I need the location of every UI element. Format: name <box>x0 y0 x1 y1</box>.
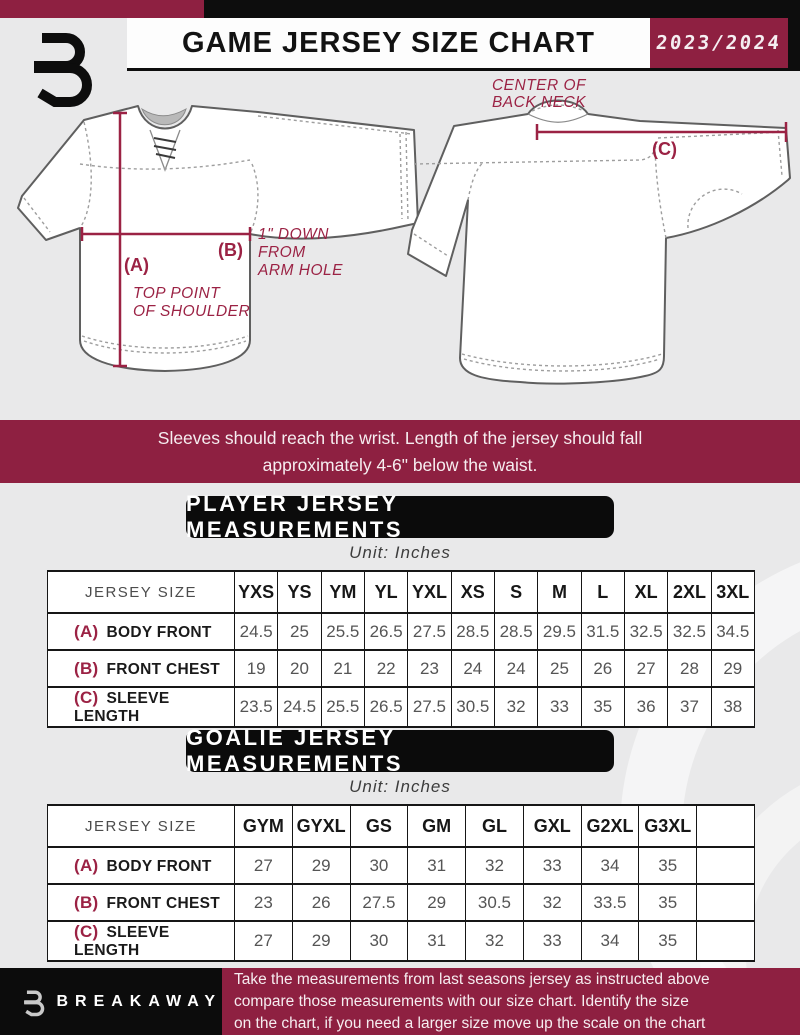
season-label: 2023/2024 <box>655 32 783 54</box>
value-cell: 28.5 <box>494 613 537 650</box>
size-header-cell: YXS <box>235 571 278 613</box>
label-a: (A) <box>124 255 149 275</box>
value-cell: 31 <box>408 921 466 961</box>
breakaway-logo-footer-icon <box>20 979 48 1025</box>
footer-brand-name: BREAKAWAY <box>56 992 222 1010</box>
size-header-cell: S <box>494 571 537 613</box>
note-b-line3: ARM HOLE <box>258 262 343 279</box>
size-header-cell: GYM <box>235 805 293 847</box>
value-cell: 30 <box>350 921 408 961</box>
value-cell: 34.5 <box>711 613 754 650</box>
value-cell: 31 <box>408 847 466 884</box>
header-maroon-strip <box>0 0 204 18</box>
player-unit-label: Unit: Inches <box>349 543 451 562</box>
player-measurements-table <box>47 570 755 728</box>
value-cell: 32.5 <box>668 613 711 650</box>
value-cell: 27.5 <box>408 687 451 727</box>
value-cell: 26.5 <box>364 613 407 650</box>
value-cell <box>697 847 755 884</box>
page-title: GAME JERSEY SIZE CHART <box>181 26 596 59</box>
value-cell: 25.5 <box>321 687 364 727</box>
value-cell: 25.5 <box>321 613 364 650</box>
value-cell: 22 <box>364 650 407 687</box>
value-cell: 34 <box>581 847 639 884</box>
value-cell: 23 <box>408 650 451 687</box>
size-header-cell: GXL <box>523 805 581 847</box>
footer-note-line1: Take the measurements from last seasons jersey as instructed above <box>234 970 710 988</box>
value-cell: 26 <box>581 650 624 687</box>
player-section-title: PLAYER JERSEY MEASUREMENTS <box>186 491 404 542</box>
value-cell: 28 <box>668 650 711 687</box>
label-c: (C) <box>652 139 677 159</box>
value-cell: 35 <box>581 687 624 727</box>
value-cell: 33 <box>538 687 581 727</box>
row-label: (A) BODY FRONT <box>48 847 235 884</box>
value-cell: 27.5 <box>408 613 451 650</box>
player-section-banner <box>186 491 614 542</box>
note-c-line2: BACK NECK <box>491 94 587 111</box>
jersey-diagrams <box>0 68 800 418</box>
table-row <box>48 613 755 650</box>
value-cell: 29 <box>292 847 350 884</box>
size-header-cell: G2XL <box>581 805 639 847</box>
goalie-section-banner <box>186 725 614 776</box>
goalie-measurements-table <box>47 804 755 962</box>
note-a-line2: OF SHOULDER <box>133 303 251 320</box>
value-cell: 24 <box>451 650 494 687</box>
value-cell: 33 <box>523 921 581 961</box>
value-cell <box>697 884 755 921</box>
footer-brand-block <box>0 968 222 1035</box>
value-cell: 25 <box>278 613 321 650</box>
size-header-cell <box>697 805 755 847</box>
size-column-label: JERSEY SIZE <box>48 571 235 613</box>
value-cell: 29.5 <box>538 613 581 650</box>
value-cell: 29 <box>711 650 754 687</box>
value-cell: 27 <box>624 650 667 687</box>
value-cell: 28.5 <box>451 613 494 650</box>
row-label: (B) FRONT CHEST <box>48 650 235 687</box>
value-cell: 35 <box>639 847 697 884</box>
value-cell: 34 <box>581 921 639 961</box>
value-cell: 33 <box>523 847 581 884</box>
footer-instructions <box>222 969 794 1035</box>
table-row <box>48 687 755 727</box>
size-column-label: JERSEY SIZE <box>48 805 235 847</box>
footer-note-line2: compare those measurements with our size chart. Identify the size <box>234 992 689 1010</box>
value-cell: 25 <box>538 650 581 687</box>
goalie-unit-label: Unit: Inches <box>349 777 451 796</box>
value-cell: 35 <box>639 921 697 961</box>
value-cell: 27.5 <box>350 884 408 921</box>
value-cell: 30 <box>350 847 408 884</box>
goalie-section-title: GOALIE JERSEY MEASUREMENTS <box>186 725 404 776</box>
table-row <box>48 884 755 921</box>
fit-notice-line1: Sleeves should reach the wrist. Length of the jersey should fall <box>157 428 643 449</box>
note-c-line1: CENTER OF <box>491 77 587 94</box>
size-header-cell: YM <box>321 571 364 613</box>
size-header-cell: XL <box>624 571 667 613</box>
size-header-cell: GM <box>408 805 466 847</box>
size-header-cell: GS <box>350 805 408 847</box>
value-cell: 32 <box>466 921 524 961</box>
table-row <box>48 650 755 687</box>
note-b-line1: 1" DOWN <box>258 226 330 243</box>
value-cell: 26 <box>292 884 350 921</box>
size-header-cell: 2XL <box>668 571 711 613</box>
row-label: (C) SLEEVE LENGTH <box>48 921 235 961</box>
value-cell: 38 <box>711 687 754 727</box>
size-header-cell: YXL <box>408 571 451 613</box>
front-jersey-drawing <box>18 106 418 371</box>
value-cell: 29 <box>408 884 466 921</box>
size-header-cell: G3XL <box>639 805 697 847</box>
value-cell: 31.5 <box>581 613 624 650</box>
size-header-cell: YL <box>364 571 407 613</box>
value-cell: 30.5 <box>466 884 524 921</box>
note-b-line2: FROM <box>258 244 306 261</box>
value-cell: 32 <box>466 847 524 884</box>
size-header-cell: M <box>538 571 581 613</box>
row-label: (C) SLEEVE LENGTH <box>48 687 235 727</box>
row-label: (A) BODY FRONT <box>48 613 235 650</box>
back-jersey-drawing <box>408 77 790 384</box>
label-b: (B) <box>218 240 243 260</box>
value-cell: 27 <box>235 921 293 961</box>
note-a-line1: TOP POINT <box>133 285 221 302</box>
size-header-cell: YS <box>278 571 321 613</box>
value-cell: 36 <box>624 687 667 727</box>
value-cell: 37 <box>668 687 711 727</box>
value-cell: 27 <box>235 847 293 884</box>
size-header-cell: GL <box>466 805 524 847</box>
value-cell: 23.5 <box>235 687 278 727</box>
footer-instructions-block <box>222 968 800 1035</box>
value-cell: 24.5 <box>278 687 321 727</box>
value-cell: 19 <box>235 650 278 687</box>
value-cell: 29 <box>292 921 350 961</box>
value-cell: 32 <box>523 884 581 921</box>
footer-note-line3: on the chart, if you need a larger size move up the scale on the chart <box>234 1014 706 1032</box>
size-header-cell: GYXL <box>292 805 350 847</box>
table-row <box>48 921 755 961</box>
value-cell: 20 <box>278 650 321 687</box>
fit-notice-line2: approximately 4-6" below the waist. <box>262 454 538 475</box>
value-cell: 21 <box>321 650 364 687</box>
value-cell: 32.5 <box>624 613 667 650</box>
value-cell: 32 <box>494 687 537 727</box>
season-badge <box>650 18 788 68</box>
value-cell: 23 <box>235 884 293 921</box>
title-box <box>127 18 650 71</box>
size-header-cell: XS <box>451 571 494 613</box>
value-cell: 33.5 <box>581 884 639 921</box>
fit-notice-banner <box>0 420 800 483</box>
row-label: (B) FRONT CHEST <box>48 884 235 921</box>
value-cell: 24 <box>494 650 537 687</box>
value-cell: 30.5 <box>451 687 494 727</box>
size-header-cell: L <box>581 571 624 613</box>
value-cell: 35 <box>639 884 697 921</box>
value-cell <box>697 921 755 961</box>
value-cell: 26.5 <box>364 687 407 727</box>
value-cell: 24.5 <box>235 613 278 650</box>
table-row <box>48 847 755 884</box>
size-header-cell: 3XL <box>711 571 754 613</box>
